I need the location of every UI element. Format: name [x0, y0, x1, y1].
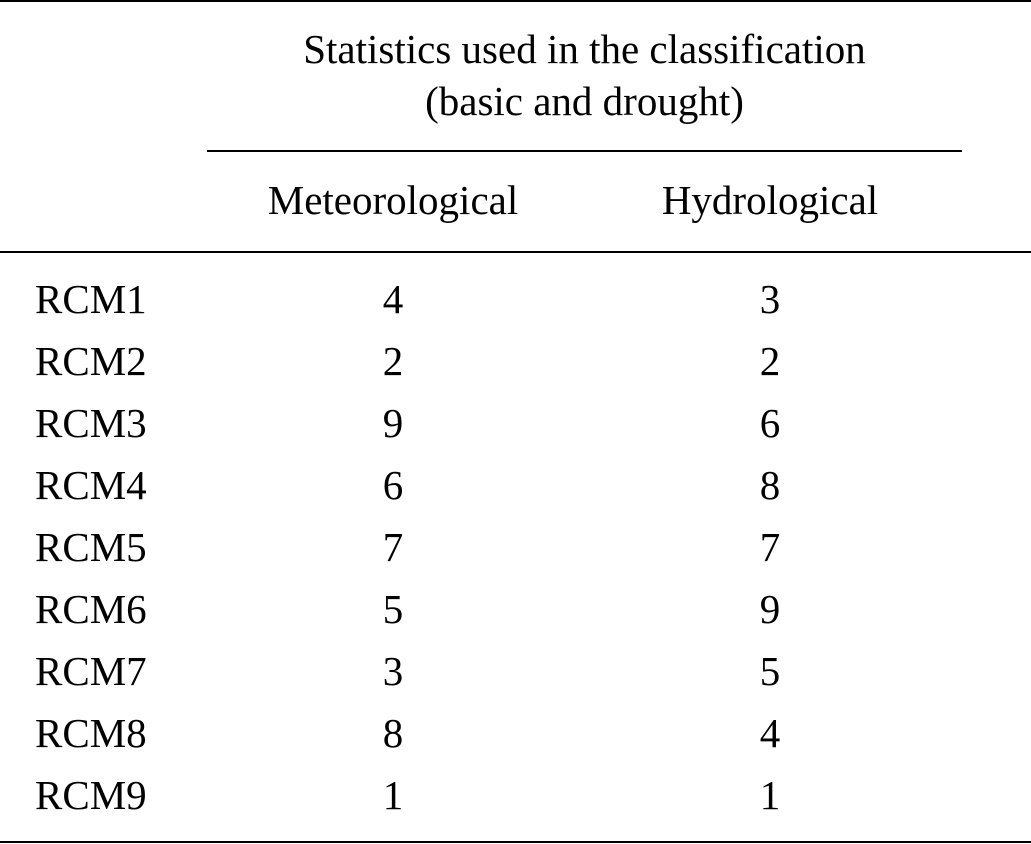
column-header-meteorological: Meteorological [267, 177, 519, 223]
table-row [0, 337, 1031, 399]
table-body [0, 275, 1031, 833]
table-row [0, 585, 1031, 647]
table-row [0, 523, 1031, 585]
row-label: RCM8 [35, 710, 147, 756]
hydrological-value: 7 [759, 524, 781, 570]
row-label: RCM4 [35, 462, 147, 508]
meteorological-value: 1 [382, 772, 404, 818]
table-row [0, 461, 1031, 523]
table-row [0, 771, 1031, 833]
hydrological-value: 5 [759, 648, 781, 694]
row-label: RCM9 [35, 772, 147, 818]
meteorological-value: 7 [382, 524, 404, 570]
meteorological-value: 6 [382, 462, 404, 508]
hydrological-value: 8 [759, 462, 781, 508]
table-row [0, 399, 1031, 461]
row-label: RCM5 [35, 524, 147, 570]
table-row [0, 709, 1031, 771]
meteorological-value: 4 [382, 276, 404, 322]
row-label: RCM6 [35, 586, 147, 632]
group-header-line-2: (basic and drought) [425, 78, 744, 124]
hydrological-value: 3 [759, 276, 781, 322]
meteorological-value: 9 [382, 400, 404, 446]
header-rule [0, 251, 1031, 253]
meteorological-value: 8 [382, 710, 404, 756]
meteorological-value: 5 [382, 586, 404, 632]
hydrological-value: 1 [759, 772, 781, 818]
top-rule [0, 0, 1031, 2]
hydrological-value: 9 [759, 586, 781, 632]
hydrological-value: 4 [759, 710, 781, 756]
group-header-line-1: Statistics used in the classification [303, 26, 866, 72]
hydrological-value: 6 [759, 400, 781, 446]
hydrological-value: 2 [759, 338, 781, 384]
row-label: RCM2 [35, 338, 147, 384]
row-label: RCM7 [35, 648, 147, 694]
group-rule [207, 150, 962, 152]
column-header-hydrological: Hydrological [661, 177, 879, 223]
meteorological-value: 2 [382, 338, 404, 384]
row-label: RCM1 [35, 276, 147, 322]
table-row [0, 647, 1031, 709]
bottom-rule [0, 841, 1031, 843]
group-header [207, 23, 962, 127]
row-label: RCM3 [35, 400, 147, 446]
table-row [0, 275, 1031, 337]
meteorological-value: 3 [382, 648, 404, 694]
